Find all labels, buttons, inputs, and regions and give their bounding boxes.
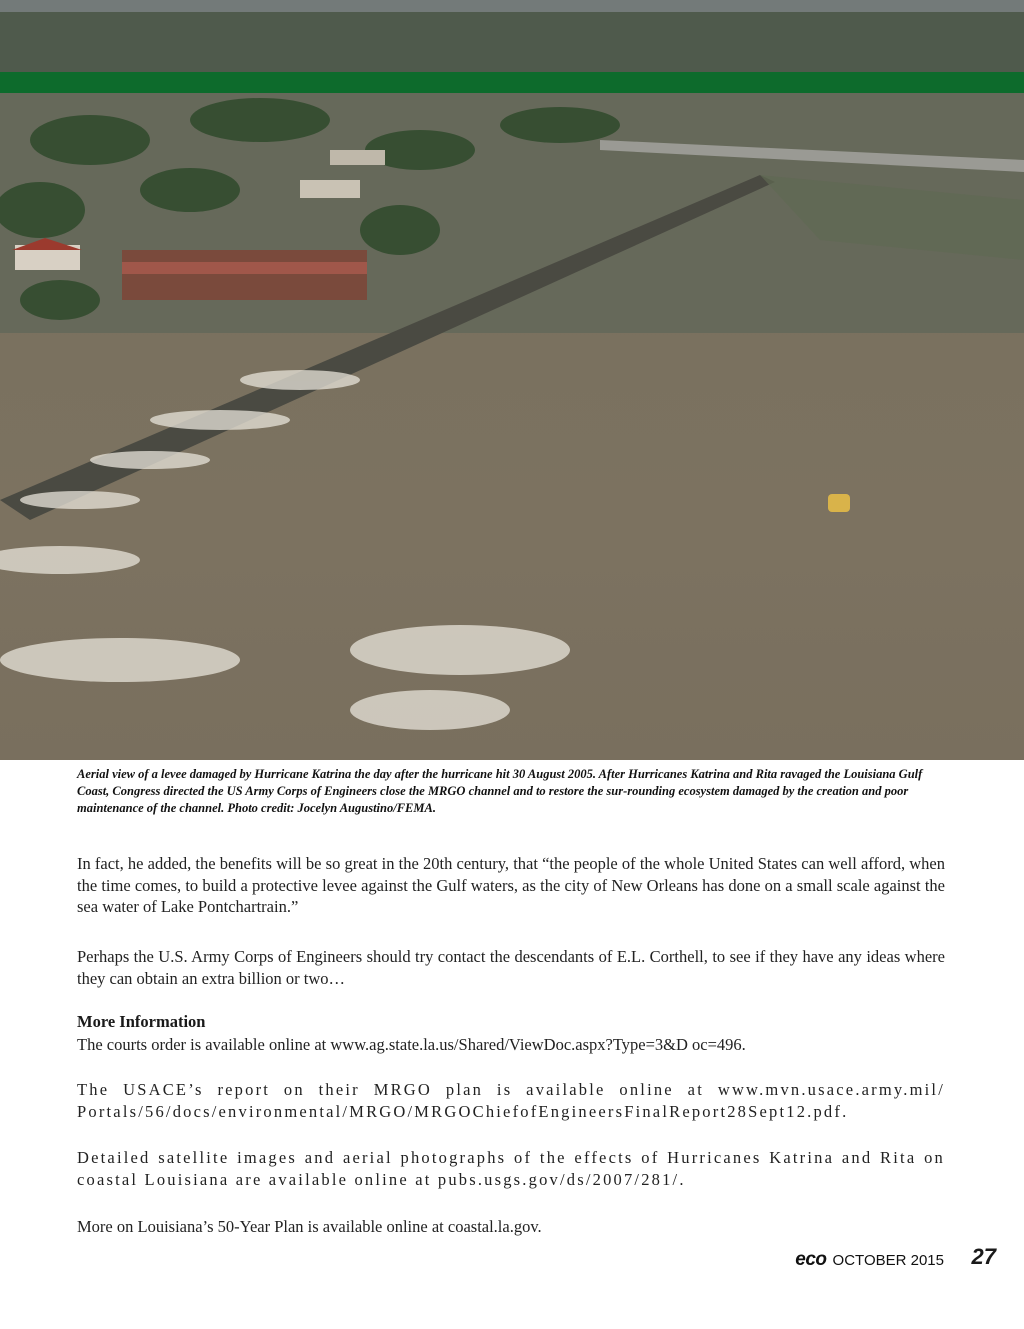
paragraph-2: Perhaps the U.S. Army Corps of Engineers should try contact the descendants of E.L. Corthell, to see if they have any ideas where they can obtain an extra billion or two… xyxy=(77,947,945,988)
issue-date: OCTOBER 2015 xyxy=(832,1252,944,1269)
horizon xyxy=(0,0,1024,12)
footer xyxy=(795,1249,944,1271)
paragraph-usace-report: The USACE’s report on their MRGO plan is available online at www.mvn.usace.army.mil/ Portals/56/docs/environmental/MRGO/MRGOChiefofEngineersFinalReport28Sept12.pdf. xyxy=(77,1080,945,1121)
photo-caption: Aerial view of a levee damaged by Hurricane Katrina the day after the hurricane hit 30 August 2005. After Hurricanes Katrina and Rita ravaged the Louisiana Gulf Coast, Congress directed the US Army Corps of Engineers close the MRGO channel and to restore the sur-rounding ecosystem damaged by the creation and poor maintenance of the channel. Photo credit: Jocelyn Augustino/FEMA. xyxy=(77,767,923,815)
more-information-heading: More Information xyxy=(77,1012,206,1031)
breach-whitewater xyxy=(0,370,570,730)
accent-bar xyxy=(0,72,1024,93)
paragraph-1: In fact, he added, the benefits will be so great in the 20th century, that “the people of the whole United States can well afford, when the time comes, to build a protective levee against the Gulf waters, as the city of New Orleans has done on a small scale against the sea water of Lake Pontchartrain.” xyxy=(77,854,945,916)
eco-logo: eco xyxy=(795,1249,827,1270)
page-number: 27 xyxy=(971,1244,996,1269)
buoy xyxy=(828,494,850,512)
paragraph-satellite-images: Detailed satellite images and aerial photographs of the effects of Hurricanes Katrina and Rita on coastal Louisiana are available online at pubs.usgs.gov/ds/2007/281/. xyxy=(77,1148,945,1189)
paragraph-50-year-plan: More on Louisiana’s 50-Year Plan is available online at coastal.la.gov. xyxy=(77,1217,542,1236)
paragraph-court-order: The courts order is available online at www.ag.state.la.us/Shared/ViewDoc.aspx?Type=3&D oc=496. xyxy=(77,1035,746,1054)
